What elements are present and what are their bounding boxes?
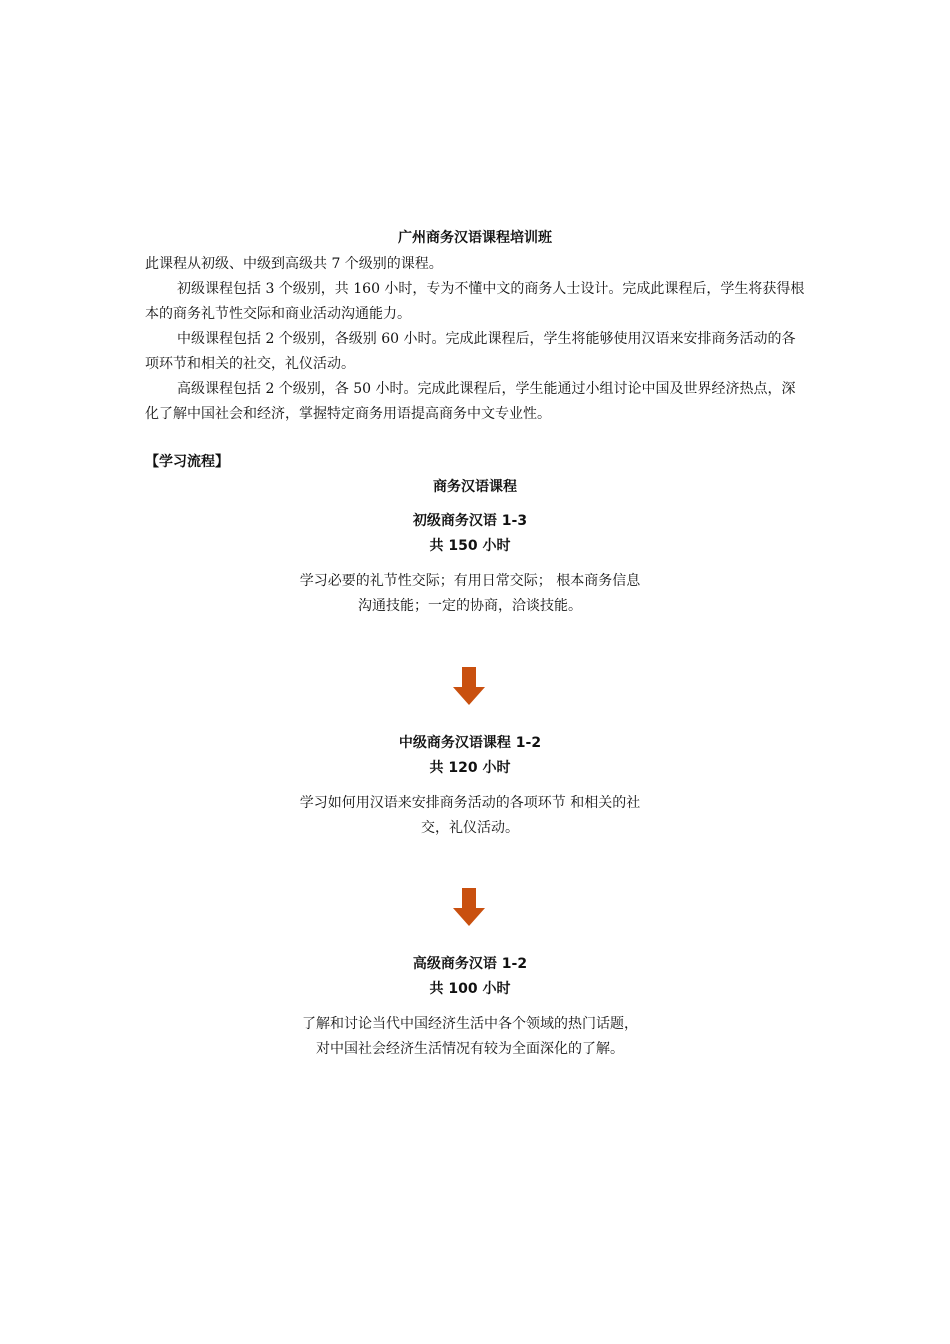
stage-description: 学习如何用汉语来安排商务活动的各项环节 和相关的社交，礼仪活动。 bbox=[299, 795, 641, 836]
stage-hours: 共 120 小时 bbox=[429, 760, 511, 776]
stage-hours: 共 100 小时 bbox=[429, 981, 511, 997]
stage-name: 初级商务汉语 1-3 bbox=[412, 513, 528, 529]
intro-section bbox=[145, 252, 807, 427]
down-arrow-icon bbox=[452, 667, 486, 707]
page-title: 广州商务汉语课程培训班 bbox=[398, 230, 552, 246]
stage-name: 中级商务汉语课程 1-2 bbox=[398, 735, 542, 751]
flow-stage-intermediate bbox=[285, 731, 655, 841]
flow-stage-beginner bbox=[285, 509, 655, 619]
intro-paragraph-intermediate: 中级课程包括 2 个级别，各级别 60 小时。完成此课程后，学生将能够使用汉语来安排商务活动的各项环节和相关的社交，礼仪活动。 bbox=[145, 331, 796, 372]
intro-paragraph-overview: 此课程从初级、中级到高级共 7 个级别的课程。 bbox=[145, 256, 443, 272]
down-arrow-icon bbox=[452, 888, 486, 928]
flow-stage-advanced bbox=[285, 952, 655, 1062]
stage-description: 了解和讨论当代中国经济生活中各个领域的热门话题， 对中国社会经济生活情况有较为全面深化的了解。 bbox=[302, 1016, 638, 1057]
stage-hours: 共 150 小时 bbox=[429, 538, 511, 554]
intro-paragraph-advanced: 高级课程包括 2 个级别，各 50 小时。完成此课程后，学生能通过小组讨论中国及世界经济热点，深化了解中国社会和经济，掌握特定商务用语提高商务中文专业性。 bbox=[145, 381, 796, 422]
stage-name: 高级商务汉语 1-2 bbox=[412, 956, 528, 972]
stage-description: 学习必要的礼节性交际；有用日常交际； 根本商务信息沟通技能；一定的协商，洽谈技能。 bbox=[299, 573, 641, 614]
flow-chart-title: 商务汉语课程 bbox=[433, 479, 517, 495]
intro-paragraph-beginner: 初级课程包括 3 个级别，共 160 小时，专为不懂中文的商务人士设计。完成此课程后，学生将获得根本的商务礼节性交际和商业活动沟通能力。 bbox=[145, 281, 805, 322]
section-heading-learning-flow: 【学习流程】 bbox=[145, 454, 229, 470]
